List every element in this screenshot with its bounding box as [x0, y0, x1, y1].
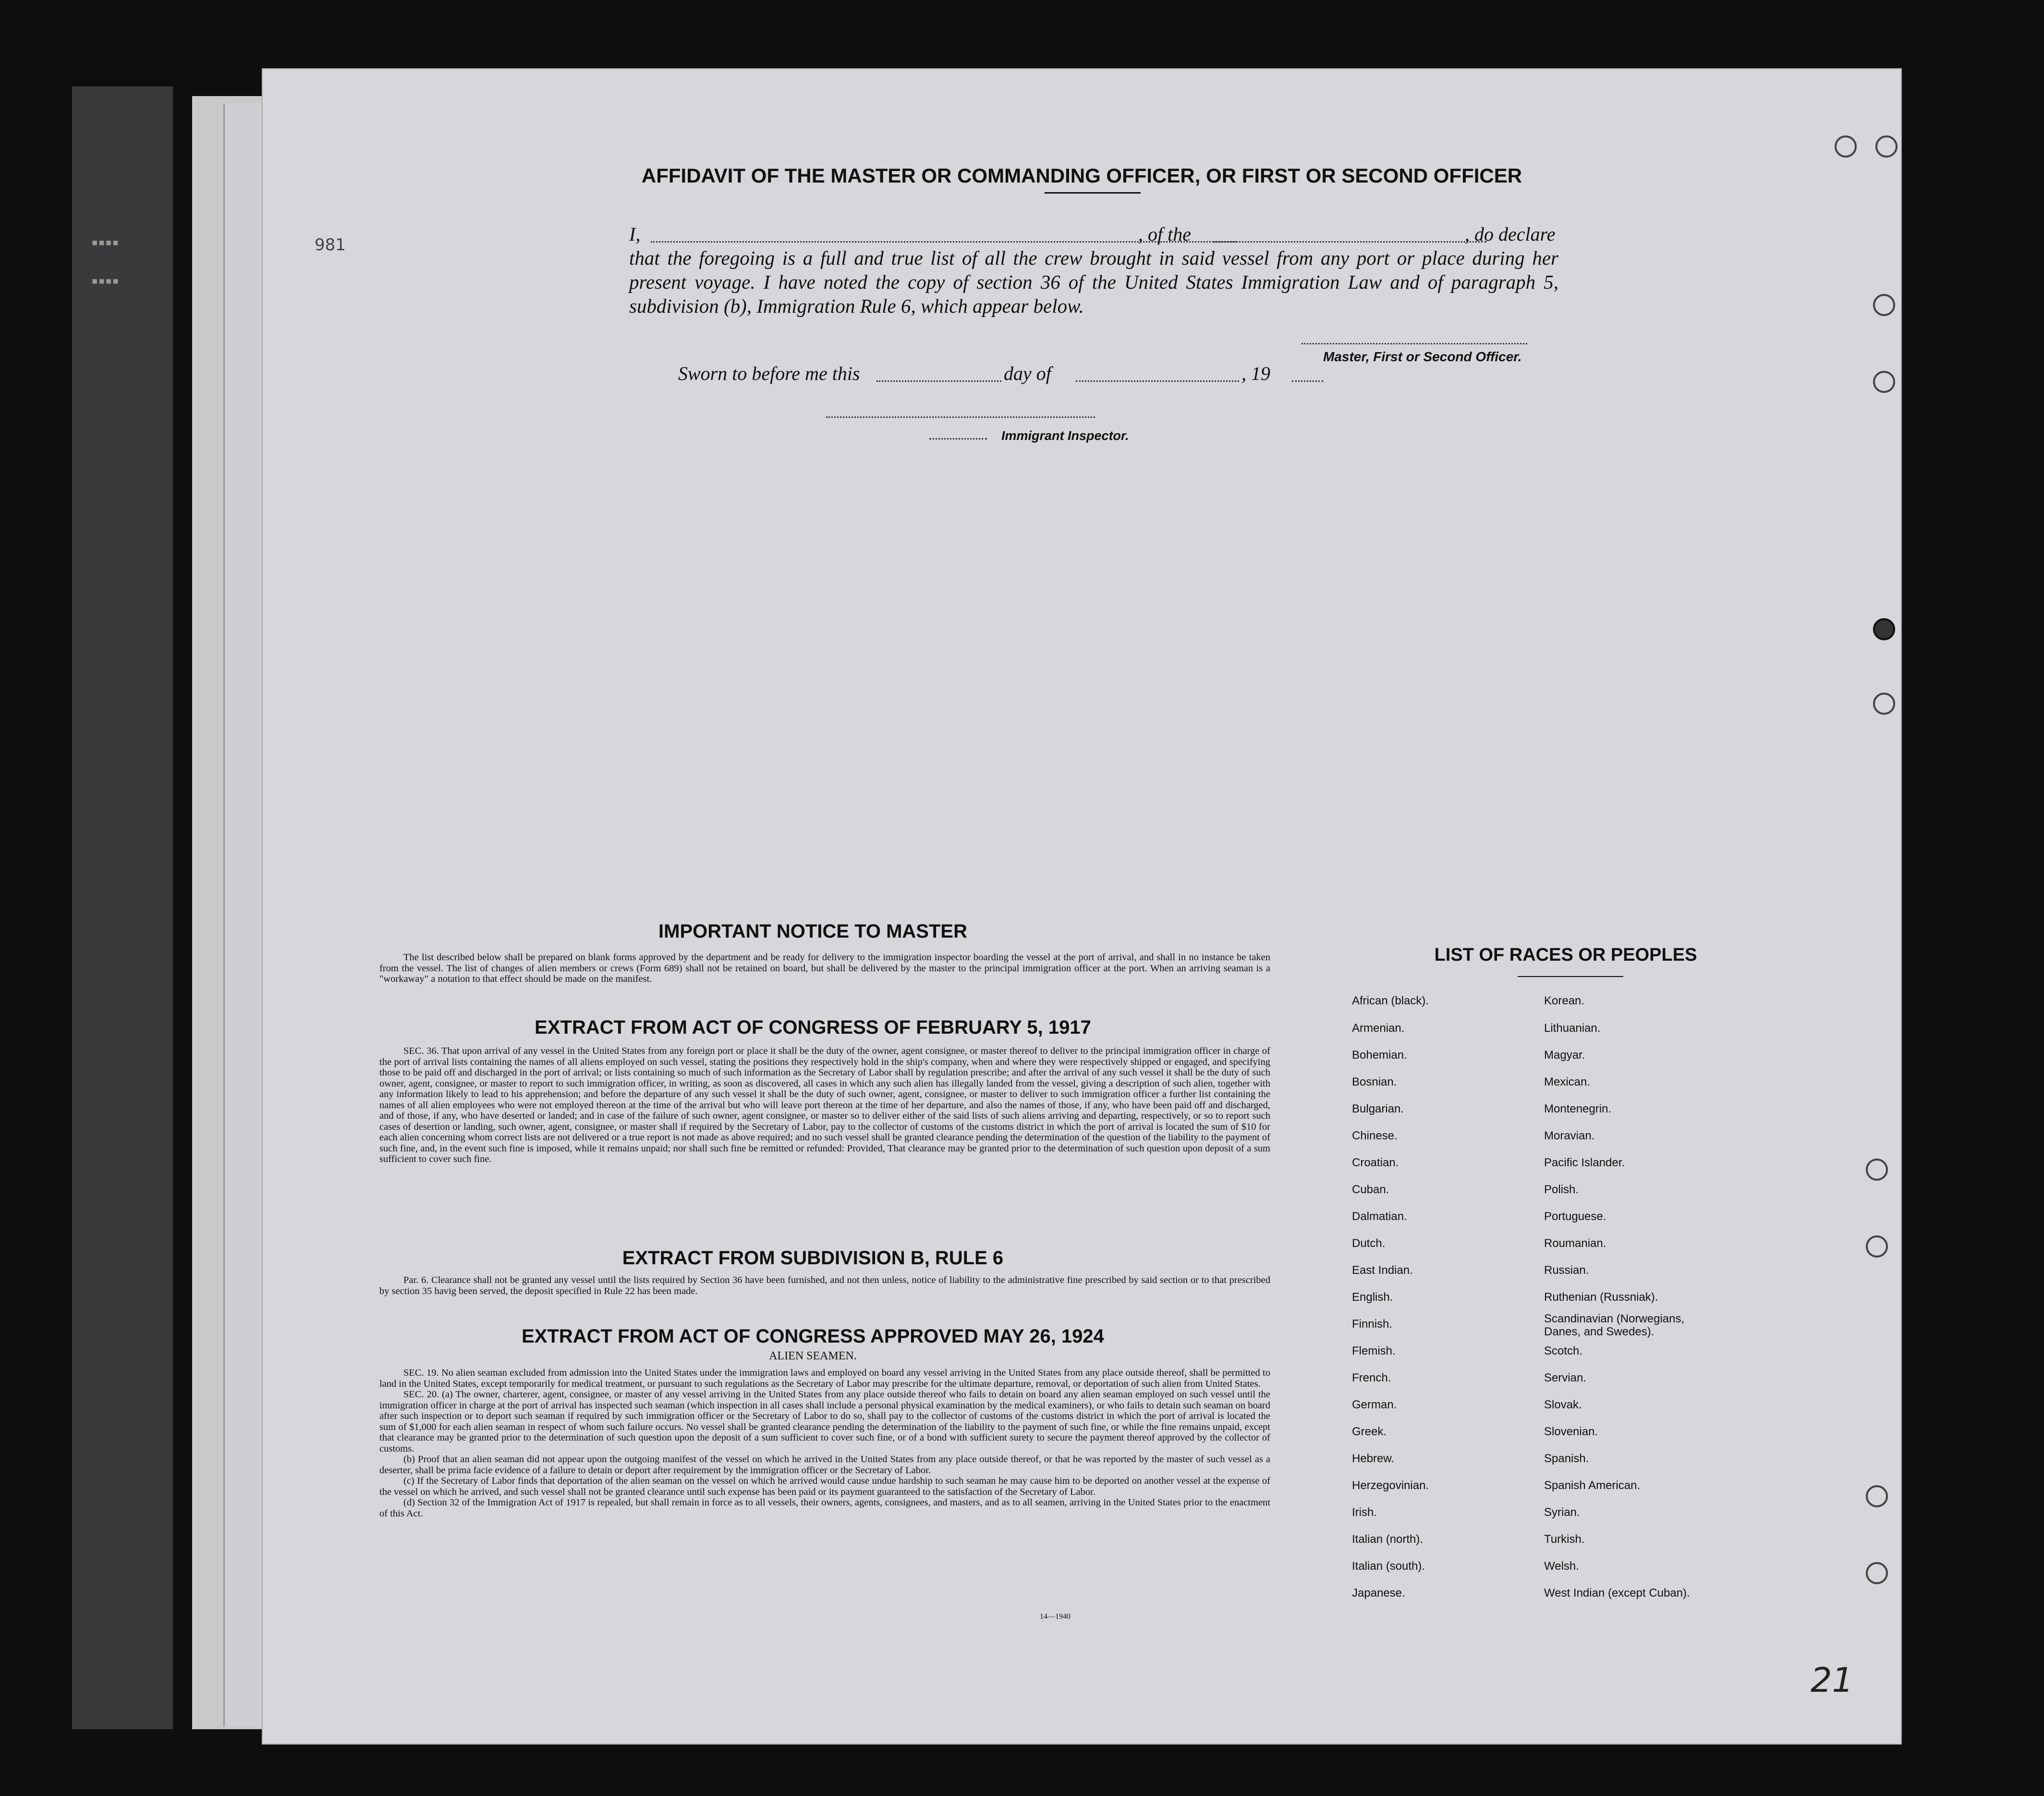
master-label: Master, First or Second Officer. — [1323, 349, 1522, 364]
races-title: LIST OF RACES OR PEOPLES — [1434, 945, 1697, 965]
day-of-text: day of — [1004, 363, 1051, 384]
race-item: Irish. — [1352, 1506, 1377, 1519]
punch-hole — [1873, 618, 1895, 640]
affidavit-of-the: , of the — [1138, 223, 1191, 245]
race-item: Welsh. — [1544, 1560, 1579, 1573]
alien-seamen-subtitle: ALIEN SEAMEN. — [769, 1350, 857, 1362]
punch-hole — [1866, 1159, 1888, 1181]
rule-6-text — [379, 1275, 1270, 1296]
binder-strip — [72, 86, 173, 1729]
title-rule — [1045, 192, 1141, 194]
race-item: Syrian. — [1544, 1506, 1580, 1519]
race-item: Slovenian. — [1544, 1425, 1598, 1438]
day-blank — [876, 380, 1001, 382]
race-item: Bosnian. — [1352, 1075, 1397, 1088]
race-item: African (black). — [1352, 994, 1429, 1007]
notice-text — [379, 952, 1270, 985]
inspector-label: Immigrant Inspector. — [1001, 428, 1129, 443]
punch-hole — [1866, 1235, 1888, 1258]
year-blank — [1292, 380, 1323, 382]
punch-hole — [1866, 1562, 1888, 1584]
race-item: Montenegrin. — [1544, 1102, 1612, 1115]
sworn-text: Sworn to before me this — [678, 363, 860, 384]
race-item: Hebrew. — [1352, 1452, 1395, 1465]
notice-title: IMPORTANT NOTICE TO MASTER — [658, 921, 967, 942]
race-item: Croatian. — [1352, 1156, 1399, 1169]
affidavit-title: AFFIDAVIT OF THE MASTER OR COMMANDING OFFICER, OR FIRST OR SECOND OFFICER — [641, 164, 1522, 187]
sec-20b-paragraph: (b) Proof that an alien seaman did not appear upon the outgoing manifest of the vessel on which he arrived in the United States from any place outside thereof, or that he was reported by the master of such vessel as a deserter, shall be prima facie evidence of a failure to detain or deport after requirement by the immigration officer or the Secretary of Labor. — [379, 1454, 1270, 1476]
race-item: Dalmatian. — [1352, 1210, 1407, 1223]
race-item: Scotch. — [1544, 1344, 1583, 1357]
race-item: Ruthenian (Russniak). — [1544, 1291, 1658, 1304]
race-item: Bohemian. — [1352, 1049, 1407, 1062]
punch-hole — [1835, 135, 1857, 158]
race-item: Spanish. — [1544, 1452, 1589, 1465]
punch-hole — [1873, 294, 1895, 316]
race-item: Servian. — [1544, 1371, 1587, 1384]
month-blank — [1076, 380, 1239, 382]
vessel-blank — [1213, 241, 1486, 243]
punch-hole — [1875, 135, 1898, 158]
race-item: Polish. — [1544, 1183, 1579, 1196]
race-item: English. — [1352, 1291, 1393, 1304]
affidavit-paragraph: that the foregoing is a full and true list of all the crew brought in said vessel from any port or place during her present voyage. I have noted the copy of section 36 of the United States Immigration Law and of paragraph 5, subdivision (b), Immigration Rule 6, which appear below. — [629, 247, 1558, 317]
race-item: West Indian (except Cuban). — [1544, 1587, 1690, 1600]
sec-20d-paragraph: (d) Section 32 of the Immigration Act of 1917 is repealed, but shall remain in force as to all vessels, their owners, agents, consignees, and masters, and as to all seamen, arriving in the United States prior to the enactment of this Act. — [379, 1497, 1270, 1519]
punch-hole — [1866, 1485, 1888, 1507]
race-item: Turkish. — [1544, 1533, 1585, 1546]
affidavit-i: I, — [629, 223, 641, 245]
inspector-signature-blank — [826, 416, 1095, 418]
race-item: Armenian. — [1352, 1022, 1405, 1035]
race-item: Finnish. — [1352, 1318, 1393, 1331]
punch-hole — [1873, 371, 1895, 393]
inspector-dots — [929, 438, 987, 440]
race-item: Roumanian. — [1544, 1237, 1606, 1250]
extract-1924-title: EXTRACT FROM ACT OF CONGRESS APPROVED MAY 26, 1924 — [522, 1326, 1104, 1347]
race-item: Japanese. — [1352, 1587, 1405, 1600]
race-item: French. — [1352, 1371, 1391, 1384]
race-item: Cuban. — [1352, 1183, 1389, 1196]
race-item: Italian (south). — [1352, 1560, 1425, 1573]
race-item: Korean. — [1544, 994, 1585, 1007]
document-page — [262, 68, 1902, 1745]
sec-19-paragraph: SEC. 19. No alien seaman excluded from admission into the United States under the immigration laws and employed on board any vessel arriving in the United States from any place outside thereof, shall be permitted to land in the United States, except temporarily for medical treatment, or pursuant to such regulations as the Secretary of Labor may prescribe for the ultimate departure, removal, or deportation of such alien from United States. — [379, 1368, 1270, 1389]
race-item: Mexican. — [1544, 1075, 1591, 1088]
binder-mark: ▪▪▪▪ — [91, 235, 119, 249]
year-text: , 19 — [1241, 363, 1270, 384]
extract-1924-text — [379, 1368, 1270, 1519]
race-item: Greek. — [1352, 1425, 1387, 1438]
par-6-paragraph: Par. 6. Clearance shall not be granted any vessel until the lists required by Section 36 have been furnished, and not then unless, notice of liability to the administrative fine prescribed by said section or to that prescribed by section 35 havig been served, the deposit specified in Rule 22 has been made. — [379, 1275, 1270, 1296]
sec-36-paragraph: SEC. 36. That upon arrival of any vessel in the United States from any foreign port or place it shall be the duty of the owner, agent consignee, or master thereof to deliver to the principal immigration officer in charge of the port of arrival lists containing the names of all aliens employed on such vessel, stating the positions they respectively hold in the ship's company, when and where they were respectively shipped or engaged, and specifying those to be paid off and discharged in the port of arrival; or lists containing so much of such information as the Secretary of Labor shall by regulation prescribe; and after the arrival of any such vessel it shall be the duty of such owner, agent, consignee, or master to report to such immigration officer, in writing, as soon as discovered, all cases in which any such alien has illegally landed from the vessel, giving a description of such alien, together with any information likely to lead to his apprehension; and before the departure of any such vessel it shall be the duty of such owner, agent, consignee, or master to deliver to such immigration officer a further list containing the names of all alien employees who were not employed thereon at the time of the arrival but who will leave port thereon at the time of her departure, and also the names of those, if any, who have been paid off and discharged, and of those, if any, who have deserted or landed; and in case of the failure of such owner, agent consignee, or master so to deliver either of the said lists of such aliens arriving and departing, respectively, or so to report such cases of desertion or landing, such owner, agent, consignee, or master shall if required by the Secretary of Labor, pay to the collector of customs of the customs district in which the port of arrival is located the sum of $10 for each alien concerning whom correct lists are not delivered or a true report is not made as above required; and no such vessel shall be granted clearance pending the determination of the question of the liability to the payment of such fine, and, in the event such fine is imposed, while it remains unpaid; nor shall such fine be remitted or refunded: Provided, That clearance may be granted prior to the determination of such question upon deposit of a sum sufficient to cover such fine. — [379, 1046, 1270, 1164]
race-item: Portuguese. — [1544, 1210, 1606, 1223]
master-signature-blank — [1302, 343, 1527, 344]
race-item: Magyar. — [1544, 1049, 1585, 1062]
rule-6-title: EXTRACT FROM SUBDIVISION B, RULE 6 — [622, 1247, 1004, 1269]
handwritten-margin-mark: 981 — [315, 235, 346, 255]
sec-20a-paragraph: SEC. 20. (a) The owner, charterer, agent, consignee, or master of any vessel arriving in the United States from any place outside thereof who fails to detain on board any alien seaman employed on such vessel until the immigration officer in charge at the port of arrival has inspected such seaman (which inspection in all cases shall include a personal physical examination by the medical examiners), or who fails to detain such seaman on board after such inspection or to deport such seaman if required by such immigration officer or the Secretary of Labor to do so, shall pay to the collector of customs of the customs district in which the port of arrival is located the sum of $1,000 for each alien seaman in respect of whom such failure occurs. No vessel shall be granted clearance pending the determination of the liability to the payment of such fine, or while the fine remains unpaid, except that clearance may be granted prior to the determination of such question upon the deposit of a sum sufficient to cover such fine, or of a bond with sufficient surety to secure the payment thereof approved by the collector of customs. — [379, 1389, 1270, 1454]
race-item: Scandinavian (Norwegians, Danes, and Swedes). — [1544, 1312, 1685, 1338]
race-item: Lithuanian. — [1544, 1022, 1601, 1035]
extract-1917-title: EXTRACT FROM ACT OF CONGRESS OF FEBRUARY 5, 1917 — [535, 1017, 1091, 1038]
race-item: Russian. — [1544, 1264, 1589, 1277]
binder-mark: ▪▪▪▪ — [91, 274, 119, 287]
affidavit-declare: , do declare — [1465, 223, 1556, 245]
extract-1917-text — [379, 1046, 1270, 1165]
race-item: Dutch. — [1352, 1237, 1386, 1250]
form-number: 14—1940 — [1040, 1613, 1071, 1621]
race-item: Spanish American. — [1544, 1479, 1641, 1492]
races-title-rule — [1518, 976, 1623, 977]
race-item: Moravian. — [1544, 1129, 1595, 1142]
race-item: Herzegovinian. — [1352, 1479, 1429, 1492]
race-item: Bulgarian. — [1352, 1102, 1404, 1115]
race-item: German. — [1352, 1398, 1397, 1411]
handwritten-page-number: 21 — [1811, 1661, 1854, 1700]
race-item: Flemish. — [1352, 1344, 1396, 1357]
sec-20c-paragraph: (c) If the Secretary of Labor finds that deportation of the alien seaman on the vessel on which he arrived would cause undue hardship to such seaman he may cause him to be deported on another vessel at the expense of the vessel on which he arrived, and such vessel shall not be granted clearance until such expense has been paid or its payment guaranteed to the satisfaction of the Secretary of Labor. — [379, 1476, 1270, 1497]
race-item: Chinese. — [1352, 1129, 1398, 1142]
race-item: Slovak. — [1544, 1398, 1582, 1411]
race-item: Pacific Islander. — [1544, 1156, 1625, 1169]
race-item: East Indian. — [1352, 1264, 1413, 1277]
punch-hole — [1873, 693, 1895, 715]
notice-paragraph: The list described below shall be prepared on blank forms approved by the department and be ready for delivery to the immigration inspector boarding the vessel at the port of arrival, and shall in no instance be taken from the vessel. The list of changes of alien members or crews (Form 689) shall not be retained on board, but shall be delivered by the master to the principal immigration officer at the port. When an arriving seaman is a "workaway" a notation to that effect should be made on the manifest. — [379, 952, 1270, 984]
race-item: Italian (north). — [1352, 1533, 1424, 1546]
